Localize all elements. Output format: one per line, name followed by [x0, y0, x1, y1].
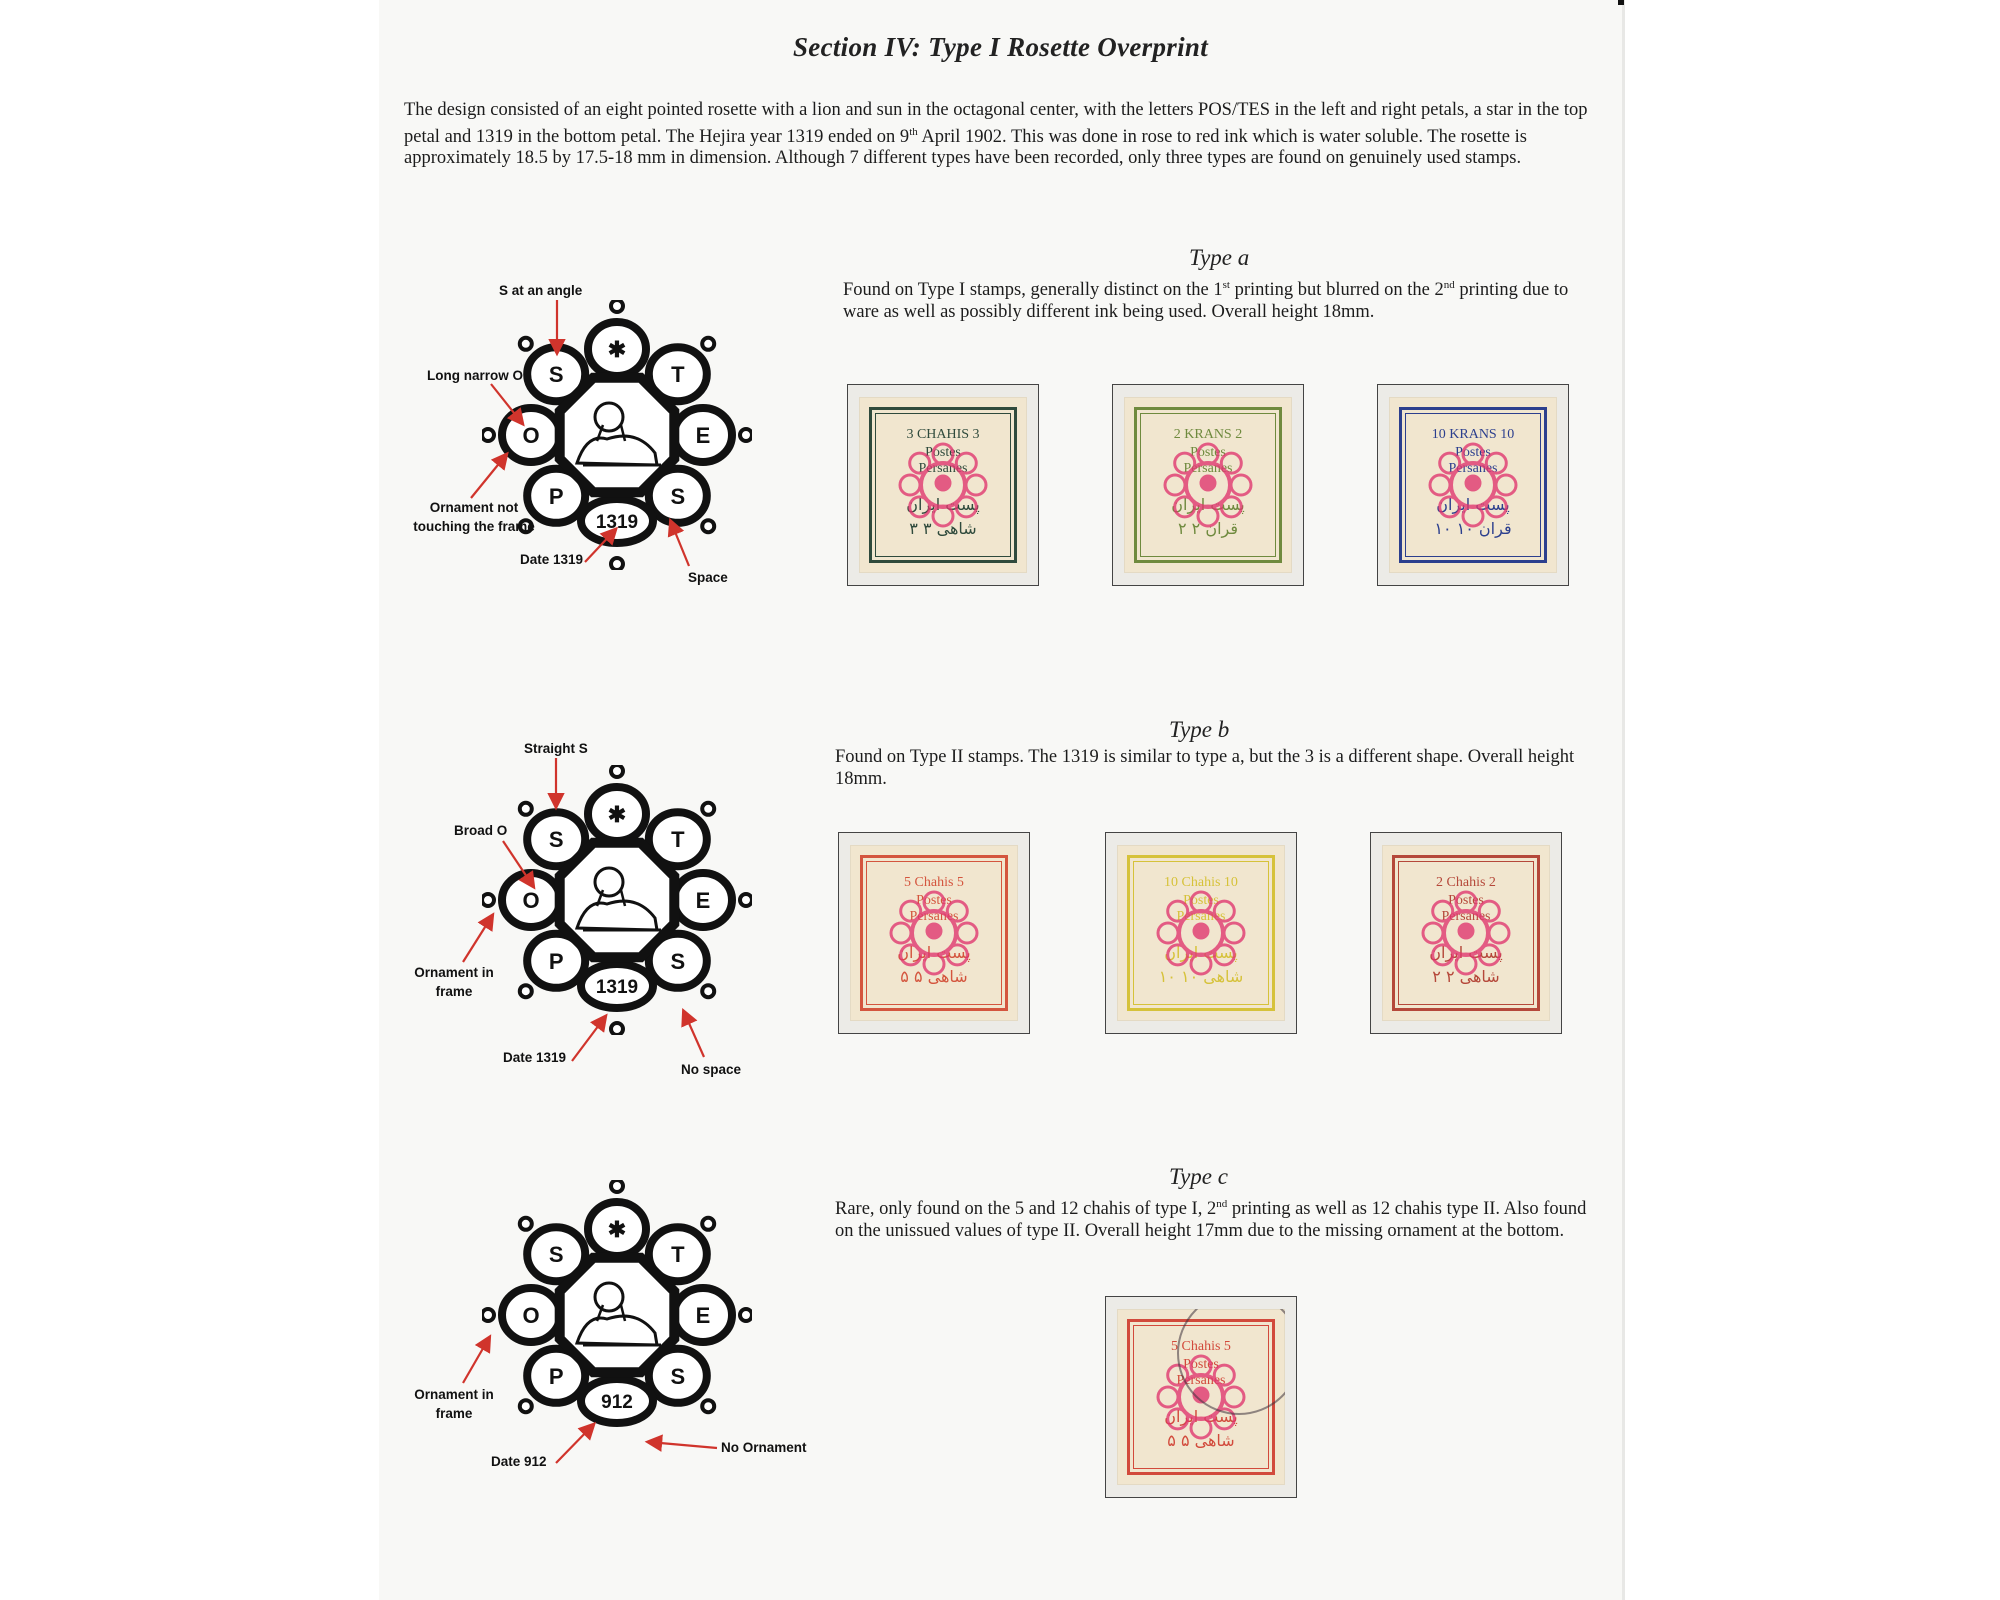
rosette-letter: S: [548, 362, 564, 388]
ornament-dot: [740, 894, 752, 906]
stamp-persian-line-1: پست ایران: [1171, 495, 1245, 514]
type-c-rosette-diagram: [482, 1180, 752, 1455]
stamp-persian-line-1: پست ایران: [906, 495, 980, 514]
type-a-heading: Type a: [1189, 245, 1250, 270]
intro-paragraph: The design consisted of an eight pointed rosette with a lion and sun in the octagonal center, with the letters POS/TES in the left and right petals, a star in the top petal and 1319 in the bottom petal. The Hejira year 1319 ended on 9th April 1902. This was done in rose to red ink which is water soluble. The rosette is approximately 18.5 by 17.5-18 mm in dimension. Although 7 different types have been recorded, only three types are found on genuinely used stamps.: [404, 100, 1588, 169]
stamp-persian-line-2: ۵ شاهی ۵: [1167, 1431, 1235, 1450]
rosette-petal: [674, 408, 752, 462]
stamp-persian-line-2: ۱۰ قران ۱۰: [1434, 519, 1512, 538]
type-b-rosette-diagram: [482, 765, 752, 1040]
rosette-overprint: [1410, 881, 1522, 985]
ornament-dot: [611, 558, 623, 570]
rosette-petal: [581, 964, 653, 1035]
type-a-stamp-2: [1112, 384, 1304, 586]
stamp-value-line: 3 CHAHIS 3: [906, 427, 980, 442]
ornament-dot: [520, 985, 532, 997]
ornament-dot: [702, 1218, 714, 1230]
ornament-dot: [482, 1309, 494, 1321]
rosette-overprint: [1417, 433, 1529, 537]
type-a-annotation-space: Space: [688, 570, 728, 585]
rosette-letter: S: [548, 1242, 564, 1268]
ornament-dot: [611, 1023, 623, 1035]
type-a-annotation-narrow-o: Long narrow O: [427, 368, 523, 383]
rosette-letter: ✱: [607, 337, 627, 362]
rosette-overprint: [878, 881, 990, 985]
rosette-letter: O: [522, 423, 540, 448]
ornament-dot: [520, 803, 532, 815]
type-b-description: Found on Type II stamps. The 1319 is similar to type a, but the 3 is a different shape. Overall height 18mm.: [835, 747, 1575, 789]
stamp-value-line: 10 KRANS 10: [1431, 427, 1515, 442]
type-b-annotation-straight-s: Straight S: [524, 741, 588, 756]
rosette-letter: O: [522, 1303, 540, 1328]
stamp-persanes: Persanes: [1448, 461, 1498, 476]
ornament-dot: [740, 429, 752, 441]
stamp-persian-line-2: ۱۰ شاهی ۱۰: [1158, 967, 1244, 986]
type-c-stamp-1: [1105, 1296, 1297, 1498]
rosette-petal: [581, 1379, 653, 1423]
stamp-value-line: 10 Chahis 10: [1164, 875, 1238, 890]
stamp-persian-line-2: ۲ قران ۲: [1177, 519, 1239, 538]
rosette-overprint: [1152, 433, 1264, 537]
stamp-postes: Postes: [1190, 445, 1226, 460]
rosette-overprint: [887, 433, 999, 537]
rosette-letter: T: [671, 1242, 685, 1268]
stamp-persanes: Persanes: [918, 461, 968, 476]
rosette-letter: S: [548, 827, 564, 853]
ornament-dot: [611, 765, 623, 777]
album-page: [379, 0, 1625, 1600]
rosette-letter: ✱: [607, 1217, 627, 1242]
stamp-persian-line-1: پست ایران: [1436, 495, 1510, 514]
rosette-svg: [482, 765, 752, 1035]
ornament-dot: [702, 520, 714, 532]
rosette-octagon: [560, 843, 675, 958]
page-title: Section IV: Type I Rosette Overprint: [792, 32, 1208, 62]
rosette-petal: [588, 1180, 646, 1256]
ornament-dot: [702, 985, 714, 997]
stamp-value-line: 2 KRANS 2: [1173, 427, 1243, 442]
type-a-stamp-1: [847, 384, 1039, 586]
rosette-letter: ✱: [607, 802, 627, 827]
type-b-annotation-date: Date 1319: [503, 1050, 567, 1065]
rosette-letter: O: [522, 888, 540, 913]
type-b-annotation-broad-o: Broad O: [454, 823, 508, 838]
type-c-heading: Type c: [1169, 1164, 1228, 1189]
stamp-value-line: 2 Chahis 2: [1436, 875, 1496, 890]
rosette-svg: [482, 1180, 752, 1450]
rosette-overprint: [1145, 881, 1257, 985]
ornament-dot: [702, 338, 714, 350]
rosette-letter: S: [670, 483, 686, 509]
type-c-annotation-date: Date 912: [491, 1454, 547, 1469]
rosette-letter: E: [695, 1303, 711, 1328]
rosette-petal: [482, 408, 560, 462]
ornament-dot: [611, 300, 623, 312]
type-a-annotation-ornament: Ornament not touching the frame: [413, 500, 535, 534]
stamp-postes: Postes: [1183, 893, 1219, 908]
rosette-letter: S: [670, 948, 686, 974]
type-a-stamp-3: [1377, 384, 1569, 586]
rosette-letter: E: [695, 888, 711, 913]
rosette-petal: [588, 300, 646, 376]
stamp-persanes: Persanes: [1176, 1373, 1226, 1388]
ornament-dot: [611, 1180, 623, 1192]
stamp-persian-line-2: ۲ شاهی ۲: [1432, 967, 1500, 986]
rosette-letter: P: [548, 1363, 564, 1389]
rosette-letter: T: [671, 362, 685, 388]
stamp-postes: Postes: [1455, 445, 1491, 460]
ornament-dot: [740, 1309, 752, 1321]
rosette-letter: T: [671, 827, 685, 853]
type-a-description: Found on Type I stamps, generally distinct on the 1st printing but blurred on the 2nd printing due to ware as well as possibly different ink being used. Overall height 18mm.: [843, 279, 1569, 322]
rosette-petal: [482, 1288, 560, 1342]
ornament-dot: [482, 429, 494, 441]
rosette-octagon: [560, 378, 675, 493]
page-corner-mark: [1618, 0, 1624, 5]
stamp-persian-line-2: ۵ شاهی ۵: [900, 967, 968, 986]
stamp-postes: Postes: [1448, 893, 1484, 908]
stamp-persian-line-2: ۳ شاهی ۳: [909, 519, 977, 538]
stamp-persanes: Persanes: [1176, 909, 1226, 924]
ornament-dot: [482, 894, 494, 906]
type-a-annotation-s-angle: S at an angle: [499, 283, 583, 298]
rosette-petal: [588, 765, 646, 841]
stamp-persian-line-1: پست ایران: [1429, 943, 1503, 962]
rosette-letter: P: [548, 483, 564, 509]
stamp-image: [1124, 397, 1292, 573]
stamp-persian-line-1: پست ایران: [1164, 943, 1238, 962]
stamp-postes: Postes: [916, 893, 952, 908]
rosette-letter: S: [670, 1363, 686, 1389]
type-b-stamp-2: [1105, 832, 1297, 1034]
stamp-postes: Postes: [1183, 1357, 1219, 1372]
stamp-image: [1117, 1309, 1285, 1485]
stamp-image: [859, 397, 1027, 573]
type-b-stamp-1: [838, 832, 1030, 1034]
rosette-letter: 1319: [595, 977, 639, 998]
stamp-persanes: Persanes: [1441, 909, 1491, 924]
stamp-persanes: Persanes: [1183, 461, 1233, 476]
stamp-image: [1382, 845, 1550, 1021]
rosette-letter: 1319: [595, 512, 639, 533]
type-b-heading: Type b: [1169, 717, 1230, 742]
rosette-petal: [482, 873, 560, 927]
type-b-stamp-3: [1370, 832, 1562, 1034]
stamp-postes: Postes: [925, 445, 961, 460]
stamp-image: [1389, 397, 1557, 573]
type-c-annotation-ornament: Ornament in frame: [414, 1387, 494, 1421]
ornament-dot: [520, 1400, 532, 1412]
ornament-dot: [702, 1400, 714, 1412]
rosette-letter: P: [548, 948, 564, 974]
ornament-dot: [702, 803, 714, 815]
type-b-annotation-no-space: No space: [681, 1062, 742, 1077]
stamp-image: [850, 845, 1018, 1021]
stamp-persanes: Persanes: [909, 909, 959, 924]
rosette-petal: [674, 873, 752, 927]
stamp-persian-line-1: پست ایران: [897, 943, 971, 962]
rosette-letter: 912: [601, 1392, 633, 1413]
type-b-annotation-ornament: Ornament in frame: [414, 965, 494, 999]
type-a-annotation-date: Date 1319: [520, 552, 584, 567]
type-c-description: Rare, only found on the 5 and 12 chahis of type I, 2nd printing as well as 12 chahis type II. Also found on the unissued values of type II. Overall height 17mm due to the missing ornament at the bottom.: [835, 1198, 1587, 1241]
stamp-persian-line-1: پست ایران: [1164, 1407, 1238, 1426]
stamp-value-line: 5 Chahis 5: [904, 875, 964, 890]
rosette-letter: E: [695, 423, 711, 448]
rosette-octagon: [560, 1258, 675, 1373]
stamp-image: [1117, 845, 1285, 1021]
ornament-dot: [520, 338, 532, 350]
ornament-dot: [520, 1218, 532, 1230]
stamp-value-line: 5 Chahis 5: [1171, 1339, 1231, 1354]
rosette-petal: [674, 1288, 752, 1342]
type-c-annotation-no-ornament: No Ornament: [721, 1440, 807, 1455]
rosette-petal: [581, 499, 653, 570]
